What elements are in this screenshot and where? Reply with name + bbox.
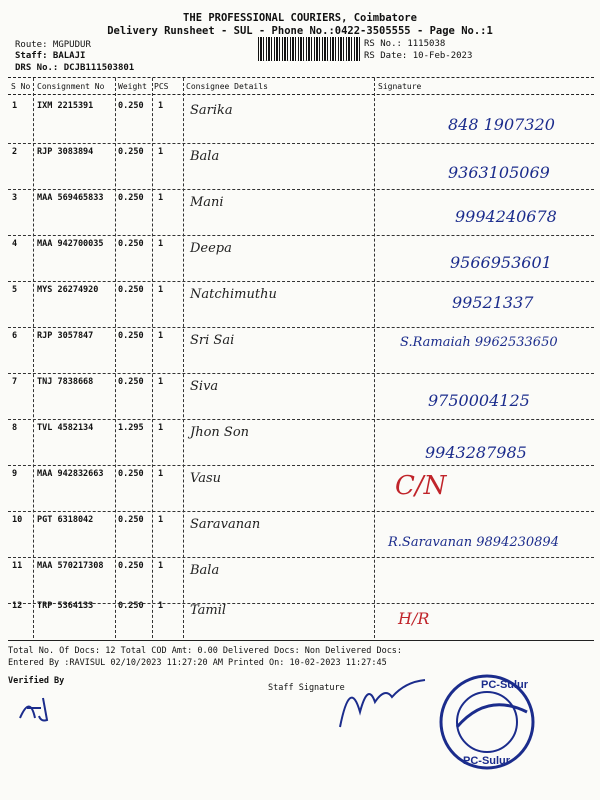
row-consignment: MAA 569465833 bbox=[37, 193, 104, 203]
row-weight: 0.250 bbox=[118, 331, 144, 341]
row-signature: 9363105069 bbox=[448, 163, 550, 182]
row-consignee: Jhon Son bbox=[190, 425, 250, 440]
row-weight: 0.250 bbox=[118, 193, 144, 203]
table-header-rule bbox=[8, 94, 594, 95]
drs-number: DRS No.: DCJB111503801 bbox=[15, 63, 135, 73]
row-divider bbox=[8, 557, 594, 558]
col-header-sno: S No bbox=[11, 82, 31, 91]
row-pcs: 1 bbox=[158, 239, 164, 249]
row-consignee: Mani bbox=[190, 195, 224, 210]
row-sno: 1 bbox=[12, 101, 18, 111]
row-consignee: Deepa bbox=[190, 241, 232, 256]
entered-line: Entered By :RAVISUL 02/10/2023 11:27:20 AM Printed On: 10-02-2023 11:27:45 bbox=[8, 658, 387, 668]
row-divider bbox=[8, 281, 594, 282]
row-sno: 2 bbox=[12, 147, 18, 157]
row-consignment: RJP 3083894 bbox=[37, 147, 94, 157]
table-row bbox=[0, 375, 600, 421]
route-label: Route: MGPUDUR bbox=[15, 40, 91, 50]
verified-by-label: Verified By bbox=[8, 676, 65, 686]
row-consignment: MAA 942700035 bbox=[37, 239, 104, 249]
col-header-signature: Signature bbox=[378, 82, 422, 91]
col-header-pcs: PCS bbox=[154, 82, 169, 91]
row-weight: 0.250 bbox=[118, 239, 144, 249]
barcode-icon bbox=[258, 37, 360, 61]
row-weight: 0.250 bbox=[118, 377, 144, 387]
row-signature: R.Saravanan 9894230894 bbox=[388, 535, 559, 550]
table-row bbox=[0, 145, 600, 191]
row-signature: 9750004125 bbox=[428, 391, 530, 410]
staff-label: Staff: BALAJI bbox=[15, 51, 86, 61]
row-weight: 1.295 bbox=[118, 423, 144, 433]
row-sno: 11 bbox=[12, 561, 23, 571]
row-consignment: MAA 942832663 bbox=[37, 469, 104, 479]
row-consignment: RJP 3057847 bbox=[37, 331, 94, 341]
row-divider bbox=[8, 373, 594, 374]
table-row bbox=[0, 421, 600, 467]
row-pcs: 1 bbox=[158, 193, 164, 203]
row-consignment: TNJ 7838668 bbox=[37, 377, 94, 387]
row-sno: 7 bbox=[12, 377, 18, 387]
row-sno: 6 bbox=[12, 331, 18, 341]
row-weight: 0.250 bbox=[118, 147, 144, 157]
row-pcs: 1 bbox=[158, 285, 164, 295]
row-consignment: PGT 6318042 bbox=[37, 515, 94, 525]
row-divider bbox=[8, 189, 594, 190]
row-weight: 0.250 bbox=[118, 285, 144, 295]
table-row bbox=[0, 99, 600, 145]
pc-sulur-stamp-icon bbox=[437, 672, 537, 772]
row-signature: C/N bbox=[395, 471, 447, 501]
document-title: THE PROFESSIONAL COURIERS, Coimbatore bbox=[183, 12, 417, 24]
rs-date: RS Date: 10-Feb-2023 bbox=[364, 51, 473, 61]
row-divider bbox=[8, 419, 594, 420]
staff-signature-icon bbox=[330, 672, 430, 732]
row-signature: 848 1907320 bbox=[448, 115, 555, 134]
row-consignment: TRP 5364133 bbox=[37, 601, 94, 611]
row-divider bbox=[8, 235, 594, 236]
row-pcs: 1 bbox=[158, 331, 164, 341]
row-weight: 0.250 bbox=[118, 469, 144, 479]
row-consignee: Sarika bbox=[190, 103, 233, 118]
row-sno: 5 bbox=[12, 285, 18, 295]
row-consignee: Natchimuthu bbox=[190, 287, 277, 302]
row-consignment: MYS 26274920 bbox=[37, 285, 99, 295]
row-signature: S.Ramaiah 9962533650 bbox=[400, 335, 558, 350]
table-row bbox=[0, 599, 600, 645]
table-row bbox=[0, 283, 600, 329]
row-weight: 0.250 bbox=[118, 101, 144, 111]
row-pcs: 1 bbox=[158, 515, 164, 525]
table-row bbox=[0, 329, 600, 375]
row-signature: 9994240678 bbox=[455, 207, 557, 226]
row-signature: 9943287985 bbox=[425, 443, 527, 462]
row-divider bbox=[8, 465, 594, 466]
row-pcs: 1 bbox=[158, 561, 164, 571]
table-row bbox=[0, 467, 600, 513]
row-consignee: Tamil bbox=[190, 603, 227, 618]
row-weight: 0.250 bbox=[118, 561, 144, 571]
row-weight: 0.250 bbox=[118, 601, 144, 611]
row-consignment: IXM 2215391 bbox=[37, 101, 94, 111]
row-consignee: Vasu bbox=[190, 471, 221, 486]
row-consignee: Siva bbox=[190, 379, 219, 394]
row-sno: 10 bbox=[12, 515, 23, 525]
stamp-bottom-text: PC-Sulur bbox=[463, 755, 511, 767]
row-divider bbox=[8, 511, 594, 512]
row-pcs: 1 bbox=[158, 469, 164, 479]
row-sno: 3 bbox=[12, 193, 18, 203]
row-sno: 8 bbox=[12, 423, 18, 433]
col-header-weight: Weight bbox=[118, 82, 147, 91]
document-subtitle: Delivery Runsheet - SUL - Phone No.:0422-3505555 - Page No.:1 bbox=[107, 25, 493, 37]
row-consignee: Saravanan bbox=[190, 517, 261, 532]
table-row bbox=[0, 237, 600, 283]
row-consignment: TVL 4582134 bbox=[37, 423, 94, 433]
row-sno: 4 bbox=[12, 239, 18, 249]
row-sno: 12 bbox=[12, 601, 23, 611]
staff-signature-label: Staff Signature bbox=[268, 683, 345, 693]
row-pcs: 1 bbox=[158, 377, 164, 387]
table-bottom-rule bbox=[8, 640, 594, 641]
row-sno: 9 bbox=[12, 469, 18, 479]
rs-number: RS No.: 1115038 bbox=[364, 39, 446, 49]
row-divider bbox=[8, 327, 594, 328]
row-consignee: Sri Sai bbox=[190, 333, 235, 348]
row-signature: H/R bbox=[398, 609, 430, 628]
row-consignee: Bala bbox=[190, 149, 220, 164]
row-weight: 0.250 bbox=[118, 515, 144, 525]
totals-line: Total No. Of Docs: 12 Total COD Amt: 0.00 Delivered Docs: Non Delivered Docs: bbox=[8, 646, 403, 656]
row-signature: 9566953601 bbox=[450, 253, 552, 272]
row-signature: 99521337 bbox=[452, 293, 534, 312]
row-pcs: 1 bbox=[158, 147, 164, 157]
col-header-consignee: Consignee Details bbox=[186, 82, 268, 91]
row-pcs: 1 bbox=[158, 101, 164, 111]
table-row bbox=[0, 191, 600, 237]
row-divider bbox=[8, 143, 594, 144]
table-top-rule bbox=[8, 77, 594, 78]
row-pcs: 1 bbox=[158, 601, 164, 611]
col-header-consignment: Consignment No bbox=[37, 82, 105, 91]
row-consignee: Bala bbox=[190, 563, 220, 578]
row-consignment: MAA 570217308 bbox=[37, 561, 104, 571]
verified-signature-icon bbox=[15, 690, 65, 724]
row-pcs: 1 bbox=[158, 423, 164, 433]
stamp-top-text: PC-Sulur bbox=[481, 679, 529, 691]
